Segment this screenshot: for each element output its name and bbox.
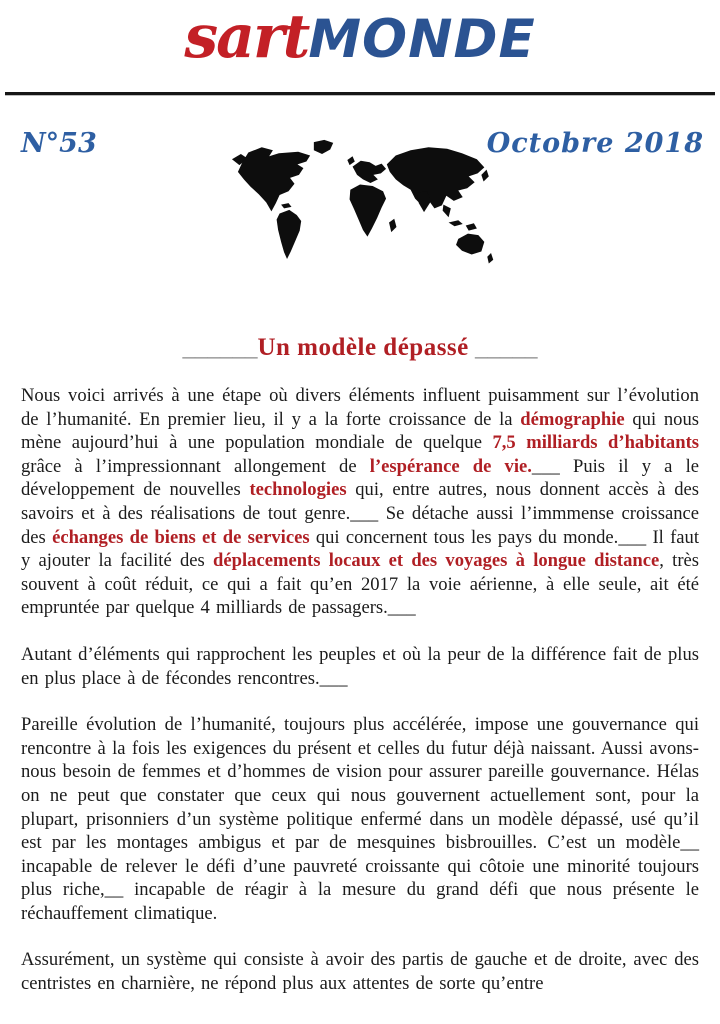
highlight-text: technologies (249, 479, 347, 501)
paragraph-3 (21, 713, 699, 925)
issue-header (0, 102, 720, 284)
highlight-text: 7,5 milliards d’habitants (492, 432, 699, 454)
body-text: Autant d’éléments qui rapprochent les peuples et où la peur de la différence fait de plus en plus place à de fécondes rencontres.___ (21, 643, 699, 689)
body-text: grâce à l’impressionnant allongement de (21, 455, 370, 477)
article-title (0, 334, 720, 362)
title-text: Un modèle dépassé (257, 334, 469, 361)
highlight-text: l’espérance de vie. (369, 455, 532, 477)
highlight-text: déplacements locaux et des voyages à longue distance (213, 550, 660, 572)
body-text: , très souvent à coût réduit, ce qui a fait qu’en 2017 la voie aérienne, à elle seule, ait été empruntée par quelque 4 milliards de passagers.___ (21, 550, 700, 619)
masthead-divider (5, 92, 715, 96)
body-text: qui, entre autres, nous donnent accès à des savoirs et à des réalisations de tout genre.___ Se détache aussi l’immmense croissance des (21, 479, 699, 548)
body-text: Pareille évolution de l’humanité, toujours plus accélérée, impose une gouvernance qui rencontre à la fois les exigences du présent et celles du futur déjà naissant. Aussi avons-nous besoin de femmes et d’hommes de vision pour assurer pareille gouvernance. Hélas on ne peut que constater que ceux qui nous gouvernent actuellement sont, pour la plupart, prisonniers d’un système politique enfermé dans un modèle dépassé, usé qu’il est par les montages ambigus et par de mesquines bisbrouilles. C’est un modèle__ incapable de relever le défi d’une pauvreté croissante qui côtoie une minorité toujours plus riche,__ incapable de réagir à la mesure du grand défi que nous présente le réchauffement climatique. (21, 714, 699, 924)
brand-name-red: sart (184, 2, 309, 72)
body-text: Nous voici arrivés à une étape où divers éléments influent puisamment sur l’évolution de l’humanité. En premier lieu, il y a la forte croissance de la (21, 385, 699, 430)
highlight-text: démographie (520, 408, 625, 430)
paragraph-4 (21, 948, 699, 995)
issue-date: Octobre 2018 (486, 128, 704, 159)
body-text: Assurément, un système qui consiste à avoir des partis de gauche et de droite, avec des centristes en charnière, ne répond plus aux attentes de sorte qu’entre (21, 949, 699, 995)
body-text: qui nous mène aujourd’hui à une population mondiale de quelque (21, 408, 699, 454)
world-map-icon (226, 134, 494, 276)
highlight-text: échanges de biens et de services (52, 526, 310, 548)
body-text: ___ Puis il y a le développement de nouvelles (21, 455, 699, 501)
paragraph-2 (21, 643, 699, 690)
title-pre-rule: ______ (182, 334, 258, 361)
brand-name-blue: MONDE (308, 9, 536, 70)
title-post-rule: _____ (468, 334, 538, 361)
article-body (21, 384, 699, 996)
masthead (0, 0, 720, 76)
paragraph-1 (21, 384, 699, 620)
body-text: qui concernent tous les pays du monde.___ Il faut y ajouter la facilité des (21, 526, 700, 572)
issue-number: N°53 (21, 128, 97, 159)
